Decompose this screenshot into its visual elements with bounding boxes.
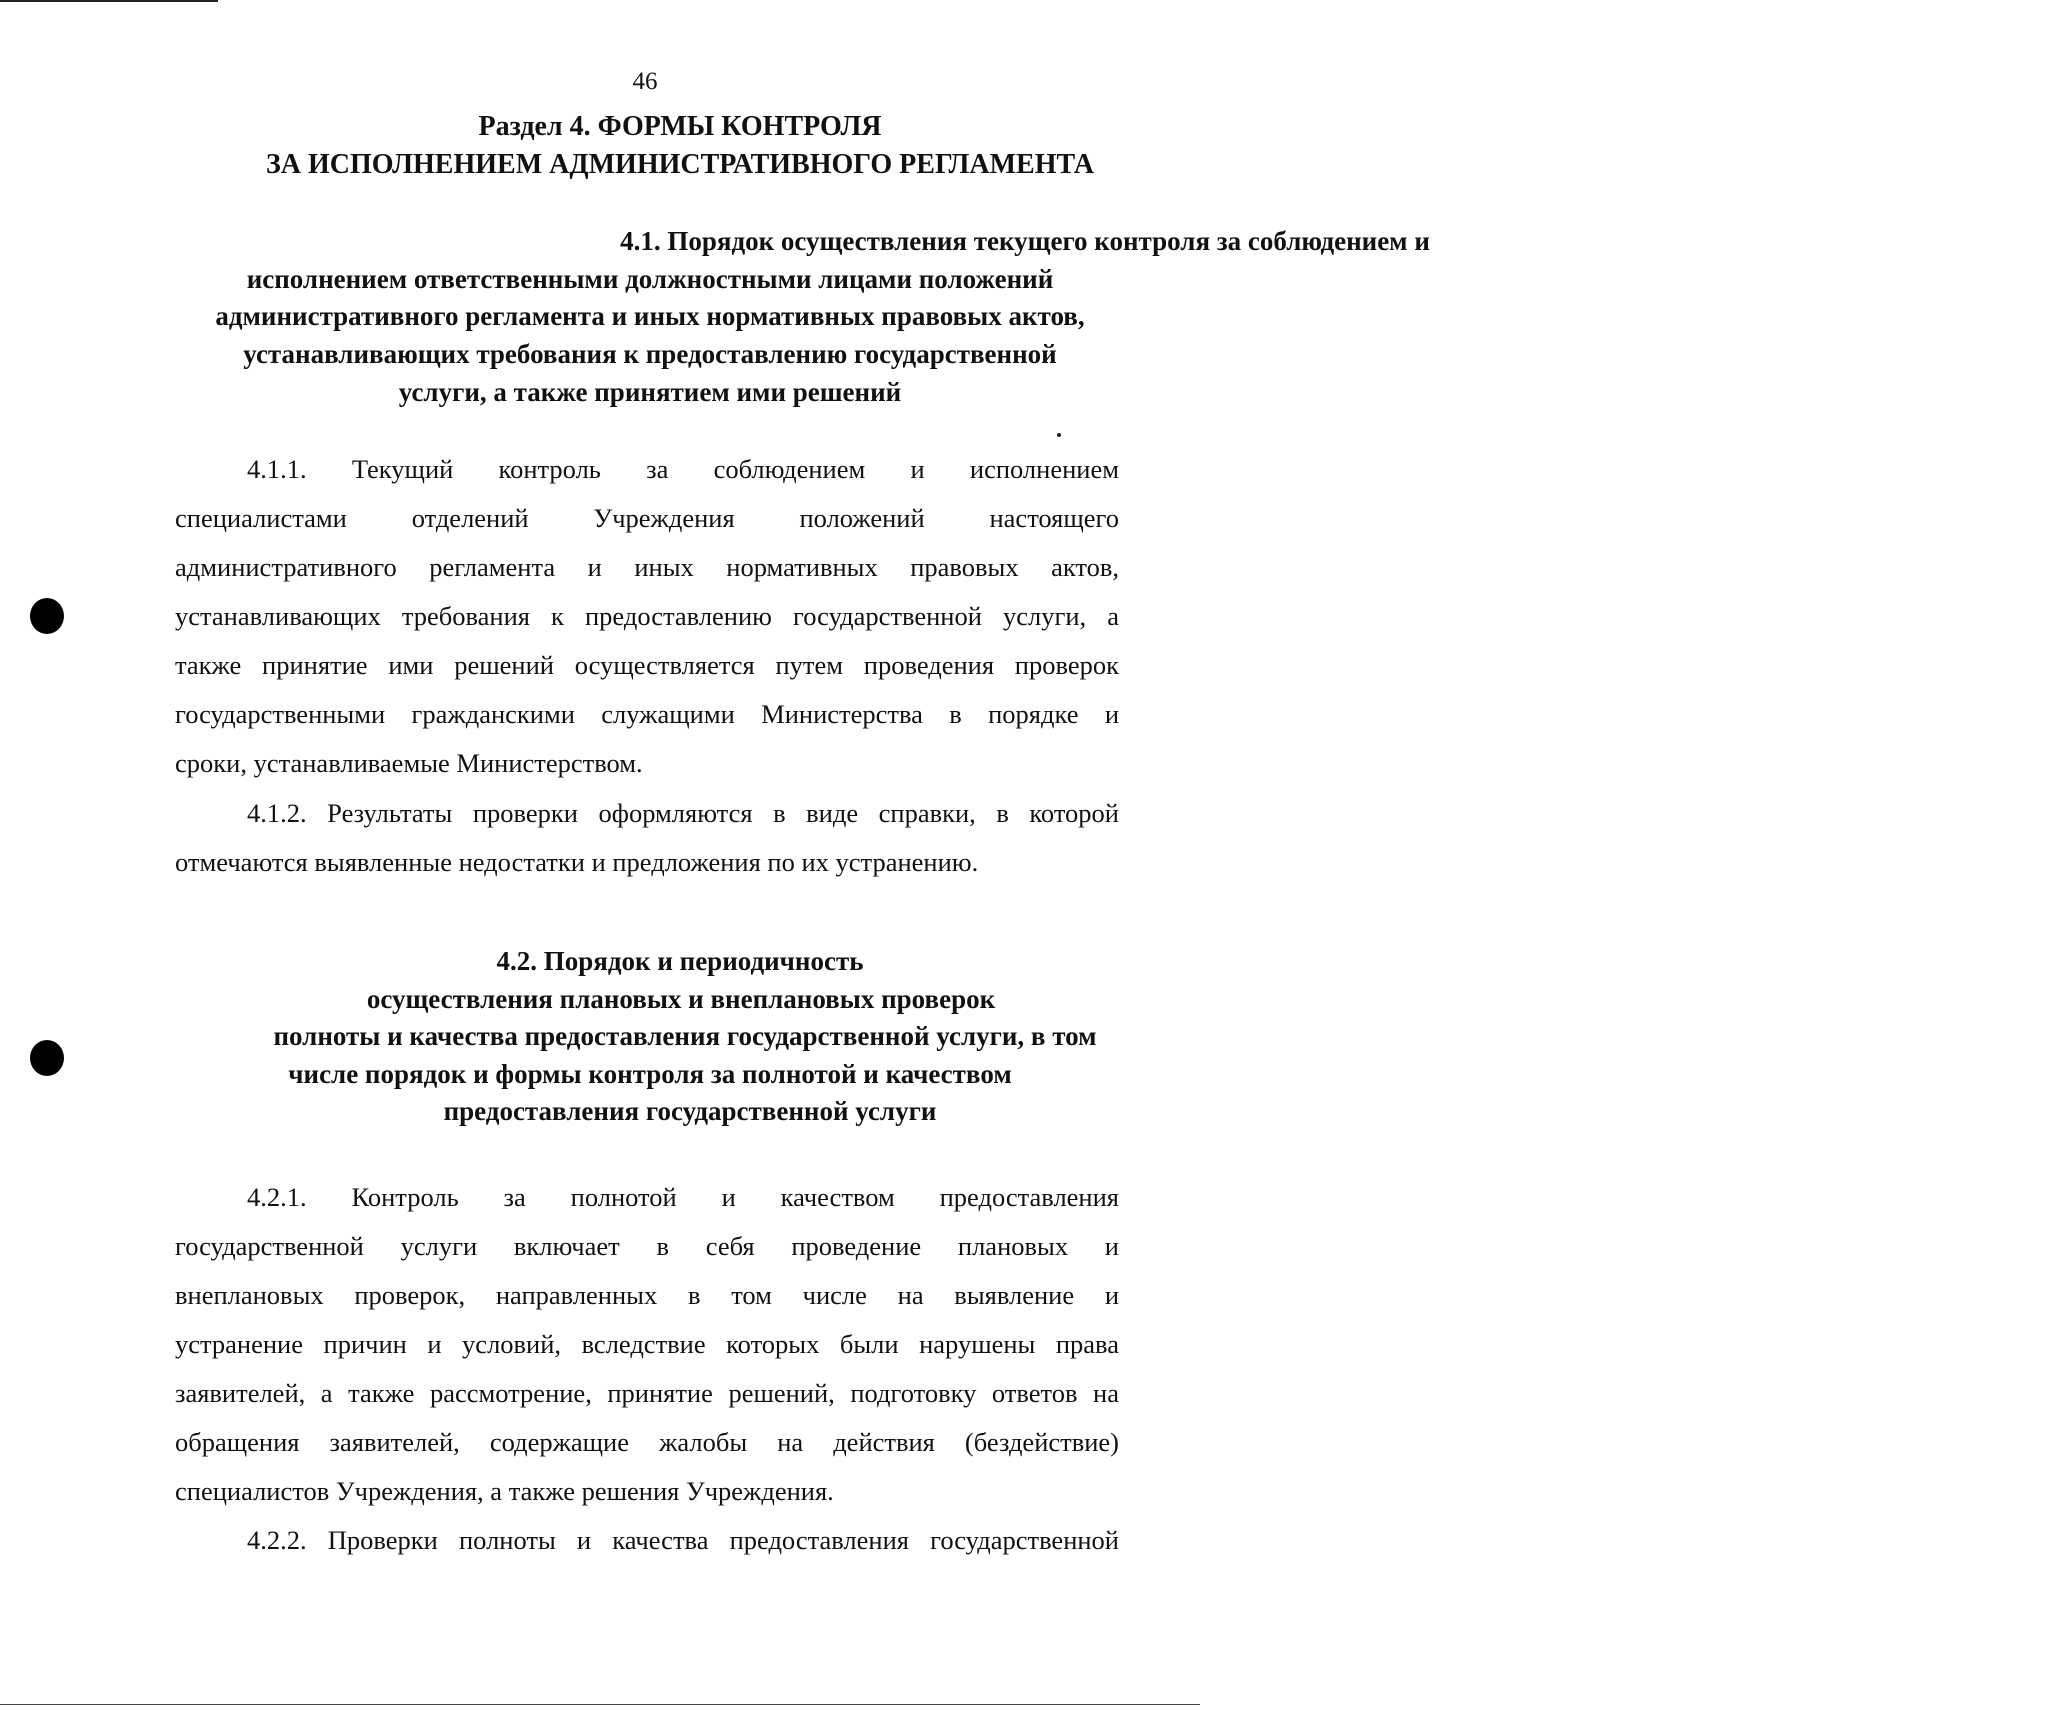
- paragraph-4-1-1-line-5: также принятие ими решений осуществляется путем проведения проверок: [175, 650, 1119, 680]
- scan-top-rule: [0, 0, 218, 2]
- paragraph-4-1-1-line-3: административного регламента и иных нормативных правовых актов,: [175, 552, 1119, 582]
- paragraph-4-2-1-line-2: государственной услуги включает в себя проведение плановых и: [175, 1231, 1119, 1261]
- paragraph-4-2-2-line-1: 4.2.2. Проверки полноты и качества предоставления государственной: [247, 1525, 1119, 1555]
- subsection-4-1-heading-line-2: исполнением ответственными должностными лицами положений: [246, 264, 1054, 294]
- subsection-4-1-heading-line-1: 4.1. Порядок осуществления текущего контроля за соблюдением и: [620, 226, 1430, 256]
- paragraph-4-2-1-line-7: специалистов Учреждения, а также решения Учреждения.: [175, 1476, 834, 1506]
- subsection-4-2-heading-line-1: 4.2. Порядок и периодичность: [496, 946, 864, 976]
- section-title-line-1: Раздел 4. ФОРМЫ КОНТРОЛЯ: [478, 111, 882, 142]
- punch-hole-upper: [30, 598, 64, 634]
- paragraph-4-1-1-line-7: сроки, устанавливаемые Министерством.: [175, 748, 643, 778]
- paragraph-4-1-2-line-1: 4.1.2. Результаты проверки оформляются в виде справки, в которой: [247, 798, 1119, 828]
- scan-speck: [1057, 433, 1061, 437]
- paragraph-4-2-1-line-3: внеплановых проверок, направленных в том числе на выявление и: [175, 1280, 1119, 1310]
- paragraph-4-2-1-line-5: заявителей, а также рассмотрение, принятие решений, подготовку ответов на: [175, 1378, 1119, 1408]
- paragraph-4-1-1-line-1: 4.1.1. Текущий контроль за соблюдением и исполнением: [247, 454, 1119, 484]
- paragraph-4-1-2-line-2: отмечаются выявленные недостатки и предложения по их устранению.: [175, 847, 979, 877]
- subsection-4-1-heading-line-4: устанавливающих требования к предоставлению государственной: [243, 339, 1057, 369]
- section-title-line-2: ЗА ИСПОЛНЕНИЕМ АДМИНИСТРАТИВНОГО РЕГЛАМЕНТА: [266, 149, 1094, 180]
- subsection-4-2-heading-line-3: полноты и качества предоставления государственной услуги, в том: [273, 1021, 1097, 1051]
- page-number: 46: [632, 68, 658, 95]
- subsection-4-1-heading-line-3: административного регламента и иных нормативных правовых актов,: [215, 301, 1085, 331]
- subsection-4-2-heading-line-4: числе порядок и формы контроля за полнотой и качеством: [288, 1059, 1012, 1089]
- paragraph-4-2-1-line-6: обращения заявителей, содержащие жалобы на действия (бездействие): [175, 1427, 1119, 1457]
- paragraph-4-2-1-line-4: устранение причин и условий, вследствие которых были нарушены права: [175, 1329, 1119, 1359]
- paragraph-4-1-1-line-2: специалистами отделений Учреждения положений настоящего: [175, 503, 1119, 533]
- paragraph-4-1-1-line-4: устанавливающих требования к предоставлению государственной услуги, а: [175, 601, 1119, 631]
- scan-bottom-rule: [0, 1704, 1200, 1705]
- subsection-4-1-heading-line-5: услуги, а также принятием ими решений: [398, 377, 902, 407]
- subsection-4-2-heading-line-5: предоставления государственной услуги: [443, 1096, 937, 1126]
- paragraph-4-1-1-line-6: государственными гражданскими служащими Министерства в порядке и: [175, 699, 1119, 729]
- paragraph-4-2-1-line-1: 4.2.1. Контроль за полнотой и качеством предоставления: [247, 1182, 1119, 1212]
- subsection-4-2-heading-line-2: осуществления плановых и внеплановых проверок: [366, 984, 996, 1014]
